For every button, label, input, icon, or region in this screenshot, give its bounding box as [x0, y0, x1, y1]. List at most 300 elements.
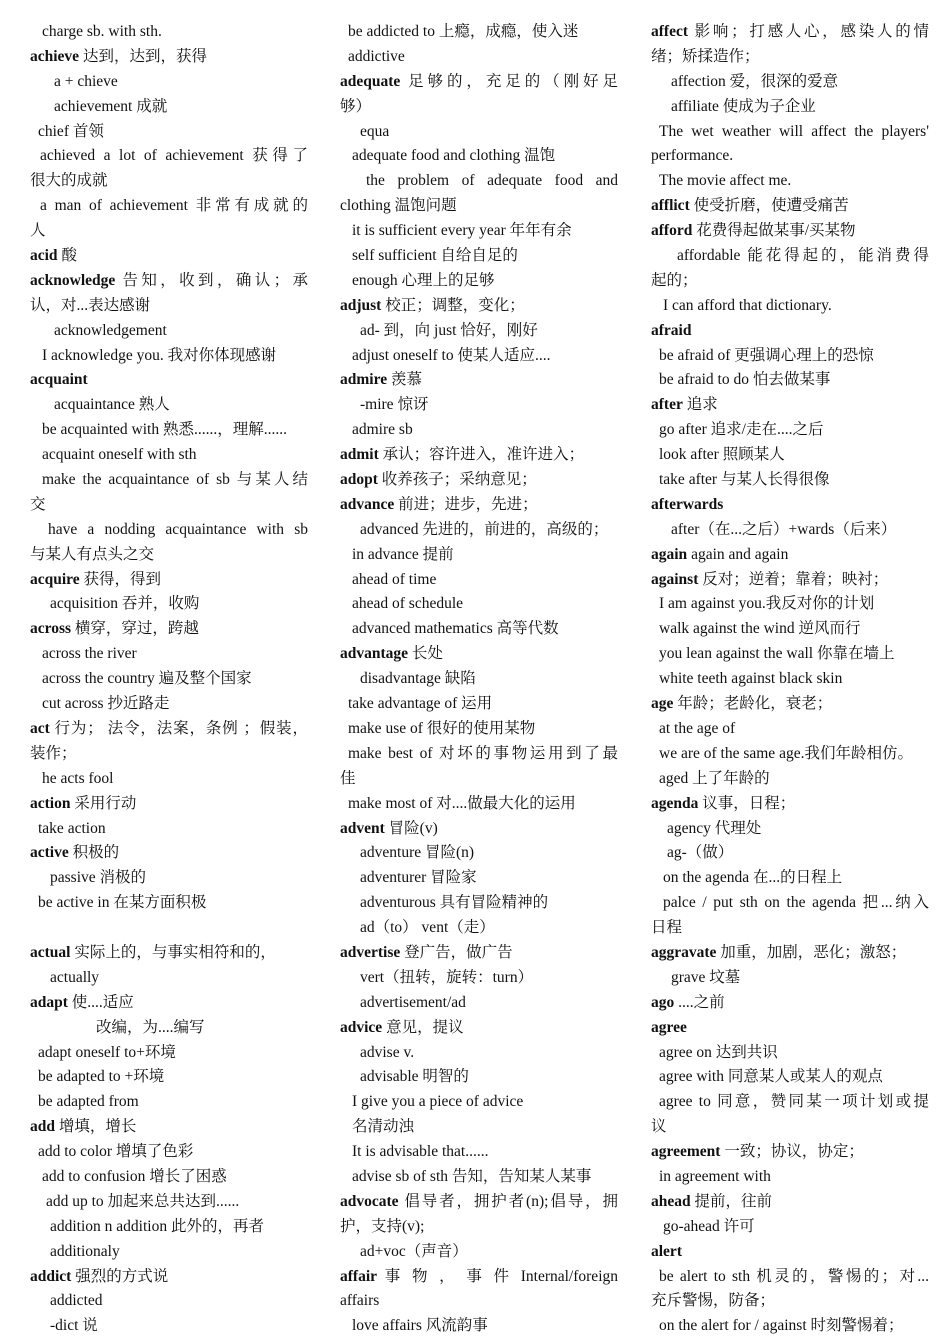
headword: after [651, 396, 683, 414]
entry-line [30, 1165, 308, 1190]
entry-line [340, 219, 618, 244]
entry-text: advise v. [360, 1043, 415, 1061]
entry-line [340, 1065, 618, 1090]
headword: agenda [651, 794, 699, 812]
headword: affair [340, 1267, 378, 1285]
entry-line [30, 344, 308, 369]
entry-text: be alert to sth 机灵的，警惕的；对... [659, 1267, 929, 1285]
entry-headword-line [651, 792, 929, 817]
entry-line [340, 269, 618, 294]
headword: advice [340, 1018, 383, 1036]
entry-text: acknowledgement [54, 321, 167, 339]
entry-line [340, 592, 618, 617]
entry-text: palce / put sth on the agenda 把...纳入 [663, 894, 929, 912]
entry-line [340, 169, 618, 194]
entry-line [340, 244, 618, 269]
headword: acquaint [30, 371, 88, 389]
entry-line [340, 144, 618, 169]
entry-text: ad- 到，向 just 恰好，刚好 [360, 321, 538, 339]
entry-text: ad（to） vent（走） [360, 919, 495, 937]
entry-line [340, 891, 618, 916]
entry-text: the problem of adequate food and [366, 172, 618, 190]
entry-text: you lean against the wall 你靠在墙上 [659, 645, 895, 663]
entry-line [340, 991, 618, 1016]
headword: active [30, 844, 69, 862]
entry-line [651, 120, 929, 145]
entry-text: agree with 同意某人或某人的观点 [659, 1068, 883, 1086]
entry-text: 够） [340, 97, 372, 115]
entry-line [651, 916, 929, 941]
entry-line [30, 95, 308, 120]
entry-line [651, 1115, 929, 1140]
entry-line [651, 169, 929, 194]
entry-text: 改编，为....编写 [96, 1018, 205, 1036]
entry-text: acquisition 吞并，收购 [50, 595, 200, 613]
entry-text: be adapted from [38, 1093, 139, 1111]
entry-line [30, 1140, 308, 1165]
headword: across [30, 620, 72, 638]
entry-text: 强烈的方式说 [71, 1267, 169, 1285]
entry-line [651, 767, 929, 792]
entry-line [340, 1240, 618, 1265]
entry-headword-line [651, 1190, 929, 1215]
entry-line [30, 667, 308, 692]
entry-text: make best of 对坏的事物运用到了最 [348, 744, 618, 762]
entry-text: self sufficient 自给自足的 [352, 247, 518, 265]
entry-line [340, 792, 618, 817]
entry-text: across the country 遍及整个国家 [42, 670, 252, 688]
entry-text: 前进；进步，先进； [394, 495, 538, 513]
entry-text: 充斥警惕，防备； [651, 1292, 776, 1310]
entry-text: be afraid of 更强调心理上的恐惊 [659, 346, 874, 364]
entry-text: 增填，增长 [55, 1118, 137, 1136]
entry-text: ahead of schedule [352, 595, 464, 613]
entry-text: ....之前 [674, 993, 725, 1011]
entry-text: 使受折磨，使遭受痛苦 [689, 197, 849, 215]
entry-headword-line [651, 1140, 929, 1165]
entry-line [30, 418, 308, 443]
entry-line [651, 1215, 929, 1240]
headword: advocate [340, 1192, 399, 1210]
entry-headword-line [340, 941, 618, 966]
headword: against [651, 570, 699, 588]
entry-text: advanced mathematics 高等代数 [352, 620, 559, 638]
entry-text: take after 与某人长得很像 [659, 471, 830, 489]
entry-line [340, 866, 618, 891]
entry-text: cut across 抄近路走 [42, 695, 170, 713]
headword: alert [651, 1242, 682, 1260]
entry-text: 行为； 法令，法案，条例 ；假装， [49, 719, 308, 737]
entry-line [340, 1165, 618, 1190]
entry-text: 交 [30, 495, 46, 513]
entry-headword-line [340, 1265, 618, 1290]
entry-line [30, 642, 308, 667]
entry-text: chief 首领 [38, 122, 104, 140]
entry-line [30, 319, 308, 344]
entry-text: clothing 温饱问题 [340, 197, 457, 215]
headword: adopt [340, 471, 378, 489]
entry-line [340, 45, 618, 70]
entry-line [651, 617, 929, 642]
entry-text: 羡慕 [387, 371, 422, 389]
entry-text: adventure 冒险(n) [360, 844, 475, 862]
entry-headword-line [651, 941, 929, 966]
entry-text: adjust oneself to 使某人适应.... [352, 346, 551, 364]
entry-line [30, 1041, 308, 1066]
entry-line [30, 592, 308, 617]
entry-text: a man of achievement 非常有成就的 [40, 197, 308, 215]
entry-text: acquaintance 熟人 [54, 396, 170, 414]
entry-headword-line [30, 1265, 308, 1290]
entry-text: vert（扭转，旋转：turn） [360, 968, 534, 986]
headword: acquire [30, 570, 80, 588]
entry-headword-line [30, 991, 308, 1016]
entry-text: 追求 [682, 396, 718, 414]
entry-line [651, 294, 929, 319]
entry-line [651, 269, 929, 294]
entry-text: 积极的 [68, 844, 120, 862]
entry-text: 冒险(v) [384, 819, 438, 837]
entry-text: love affairs 风流韵事 [352, 1317, 488, 1335]
entry-headword-line [651, 568, 929, 593]
entry-text: 登广告，做广告 [400, 943, 513, 961]
entry-line [651, 866, 929, 891]
entry-text: 护，支持(v); [340, 1217, 425, 1235]
entry-line [30, 891, 308, 916]
entry-line [651, 966, 929, 991]
headword: act [30, 719, 50, 737]
entry-text: add to color 增填了色彩 [38, 1143, 194, 1161]
entry-line [30, 443, 308, 468]
entry-text: 认，对...表达感谢 [30, 296, 151, 314]
headword: afflict [651, 197, 690, 215]
headword: adapt [30, 993, 68, 1011]
entry-text: have a nodding acquaintance with sb [48, 520, 308, 538]
entry-text: 提前，往前 [690, 1192, 773, 1210]
entry-text: performance. [651, 147, 734, 165]
entry-text: 影响；打感人心，感染人的情 [688, 23, 929, 40]
entry-text: 意见，提议 [382, 1018, 464, 1036]
headword: agree [651, 1018, 687, 1036]
entry-line [651, 1065, 929, 1090]
entry-text: after（在...之后）+wards（后来） [671, 520, 897, 538]
entry-line [340, 742, 618, 767]
headword: adjust [340, 296, 382, 314]
entry-headword-line [651, 493, 929, 518]
entry-line [651, 1314, 929, 1339]
entry-text: 一致；协议，协定； [720, 1143, 864, 1161]
entry-headword-line [340, 368, 618, 393]
entry-line [30, 219, 308, 244]
entry-text: ag-（做） [667, 844, 734, 862]
entry-text: advanced 先进的，前进的，高级的； [360, 520, 609, 538]
entry-line [651, 144, 929, 169]
entry-text: be addicted to 上瘾，成瘾，使入迷 [348, 23, 579, 40]
entry-text: charge sb. with sth. [42, 23, 162, 40]
entry-text: adventurous 具有冒险精神的 [360, 894, 549, 912]
entry-text: passive 消极的 [50, 869, 147, 887]
entry-text: 实际上的，与事实相符和的， [70, 943, 276, 961]
entry-headword-line [30, 717, 308, 742]
entry-line [30, 120, 308, 145]
entry-headword-line [340, 294, 618, 319]
entry-text: agency 代理处 [667, 819, 762, 837]
entry-text: be adapted to +环境 [38, 1068, 165, 1086]
entry-line [30, 1016, 308, 1041]
entry-line [30, 966, 308, 991]
entry-headword-line [30, 841, 308, 866]
entry-headword-line [30, 269, 308, 294]
entry-headword-line [340, 1016, 618, 1041]
entry-line [30, 1090, 308, 1115]
entry-text: additionaly [50, 1242, 120, 1260]
entry-text: 使....适应 [67, 993, 134, 1011]
entry-text: I am against you.我反对你的计划 [659, 595, 875, 613]
entry-line [340, 1041, 618, 1066]
headword: affect [651, 23, 688, 40]
headword: actual [30, 943, 71, 961]
entry-text: go-ahead 许可 [663, 1217, 755, 1235]
entry-line [340, 617, 618, 642]
entry-text: 收养孩子；采纳意见； [377, 471, 537, 489]
entry-line [340, 20, 618, 45]
entry-text: adequate food and clothing 温饱 [352, 147, 556, 165]
entry-text: 花费得起做某事/买某物 [692, 222, 856, 240]
entry-text: enough 心理上的足够 [352, 271, 495, 289]
headword: advent [340, 819, 385, 837]
entry-headword-line [651, 393, 929, 418]
entry-line [340, 319, 618, 344]
entry-text: 装作； [30, 744, 77, 762]
entry-line [651, 45, 929, 70]
entry-line [651, 468, 929, 493]
entry-text: 绪；矫揉造作； [651, 47, 760, 65]
entry-text: aged 上了年龄的 [659, 769, 770, 787]
entry-text: in advance 提前 [352, 545, 454, 563]
headword: ahead [651, 1192, 691, 1210]
entry-text: on the alert for / against 时刻警惕着； [659, 1317, 904, 1335]
entry-text: disadvantage 缺陷 [360, 670, 476, 688]
entry-text: admire sb [352, 421, 413, 439]
entry-line [651, 518, 929, 543]
entry-headword-line [30, 792, 308, 817]
entry-text: I acknowledge you. 我对你体现感谢 [42, 346, 277, 364]
entry-line [30, 20, 308, 45]
entry-line [30, 518, 308, 543]
entry-line [651, 742, 929, 767]
entry-line [30, 1314, 308, 1339]
entry-line [340, 194, 618, 219]
headword: age [651, 695, 674, 713]
entry-text: 长处 [408, 645, 443, 663]
entry-text: be acquainted with 熟悉......，理解...... [42, 421, 287, 439]
entry-headword-line [340, 493, 618, 518]
entry-headword-line [651, 991, 929, 1016]
entry-text: walk against the wind 逆风而行 [659, 620, 861, 638]
headword: advantage [340, 645, 409, 663]
entry-line [340, 692, 618, 717]
entry-text: adventurer 冒险家 [360, 869, 477, 887]
entry-text: grave 坟墓 [671, 968, 741, 986]
entry-headword-line [651, 194, 929, 219]
entry-line [340, 543, 618, 568]
entry-text: The wet weather will affect the players' [659, 122, 929, 140]
entry-text: 年龄；老龄化，衰老； [673, 695, 833, 713]
entry-line [30, 468, 308, 493]
entry-headword-line [651, 219, 929, 244]
entry-line [651, 642, 929, 667]
entry-line [651, 70, 929, 95]
entry-text: 议事，日程； [698, 794, 796, 812]
headword: add [30, 1118, 55, 1136]
entry-text: 告知，收到，确认；承 [115, 271, 308, 289]
entry-headword-line [651, 543, 929, 568]
entry-line [651, 443, 929, 468]
entry-headword-line [30, 368, 308, 393]
entry-line [30, 493, 308, 518]
entry-text: acquaint oneself with sth [42, 446, 197, 464]
entry-text: 达到，达到，获得 [79, 47, 207, 65]
entry-text: agree to 同意，赞同某一项计划或提 [659, 1093, 929, 1111]
entry-text: 很大的成就 [30, 172, 108, 190]
entry-line [30, 144, 308, 169]
entry-line [340, 1090, 618, 1115]
headword: afterwards [651, 495, 724, 513]
entry-text: add to confusion 增长了困惑 [42, 1167, 227, 1185]
entry-line [30, 866, 308, 891]
entry-line [651, 1165, 929, 1190]
entry-headword-line [30, 941, 308, 966]
column-1 [30, 20, 308, 1339]
headword: admire [340, 371, 388, 389]
entry-headword-line [340, 642, 618, 667]
entry-text: white teeth against black skin [659, 670, 843, 688]
entry-line [340, 1314, 618, 1339]
entry-text: It is advisable that...... [352, 1143, 489, 1161]
entry-line [340, 667, 618, 692]
entry-headword-line [651, 1240, 929, 1265]
entry-text: addictive [348, 47, 405, 65]
entry-line [340, 966, 618, 991]
entry-headword-line [340, 817, 618, 842]
entry-line [30, 817, 308, 842]
entry-text: 承认；容许进入，准许进入； [378, 446, 585, 464]
entry-line [651, 1265, 929, 1290]
entry-text: 日程 [651, 919, 683, 937]
entry-text: take action [38, 819, 106, 837]
entry-text: agree on 达到共识 [659, 1043, 778, 1061]
entry-headword-line [30, 45, 308, 70]
entry-line [340, 1289, 618, 1314]
entry-text: 获得，得到 [79, 570, 162, 588]
entry-line [30, 1065, 308, 1090]
entry-headword-line [651, 1016, 929, 1041]
entry-text: he acts fool [42, 769, 114, 787]
entry-text: 起的； [651, 271, 698, 289]
column-3 [651, 20, 929, 1339]
entry-text: affairs [340, 1292, 380, 1310]
entry-text: affection 爱，很深的爱意 [671, 72, 839, 90]
entry-line [340, 418, 618, 443]
entry-line [340, 916, 618, 941]
entry-line [30, 767, 308, 792]
entry-line [340, 568, 618, 593]
entry-headword-line [340, 70, 618, 95]
entry-line [651, 817, 929, 842]
entry-text: 反对；逆着；靠着；映衬； [698, 570, 889, 588]
entry-text: 事 物 ， 事 件 Internal/foreign [377, 1267, 618, 1285]
entry-text: -dict 说 [50, 1317, 98, 1335]
entry-line [30, 1240, 308, 1265]
entry-text: in agreement with [659, 1167, 771, 1185]
headword: action [30, 794, 71, 812]
entry-headword-line [651, 319, 929, 344]
headword: achieve [30, 47, 80, 65]
entry-text: be afraid to do 怕去做某事 [659, 371, 831, 389]
entry-text: 人 [30, 222, 46, 240]
entry-line [340, 344, 618, 369]
entry-line [651, 95, 929, 120]
entry-text: I can afford that dictionary. [663, 296, 832, 314]
entry-line [30, 1190, 308, 1215]
entry-headword-line [30, 244, 308, 269]
entry-text: advertisement/ad [360, 993, 466, 1011]
entry-line [30, 692, 308, 717]
entry-text: affiliate 使成为子企业 [671, 97, 816, 115]
entry-line [651, 368, 929, 393]
entry-line [340, 767, 618, 792]
entry-headword-line [651, 692, 929, 717]
entry-text: addicted [50, 1292, 103, 1310]
entry-line [651, 1289, 929, 1314]
entry-text: 倡导者，拥护者(n);倡导，拥 [398, 1192, 618, 1210]
entry-text: -mire 惊讶 [360, 396, 429, 414]
entry-text: 名清动浊 [352, 1118, 415, 1136]
headword: ago [651, 993, 675, 1011]
entry-text: be active in 在某方面积极 [38, 894, 207, 912]
entry-line [340, 1115, 618, 1140]
entry-line [340, 120, 618, 145]
entry-line [340, 393, 618, 418]
headword: adequate [340, 72, 401, 90]
entry-headword-line [340, 1190, 618, 1215]
entry-headword-line [30, 617, 308, 642]
entry-line [30, 169, 308, 194]
entry-line [651, 592, 929, 617]
entry-text: 采用行动 [70, 794, 137, 812]
entry-text: look after 照顾某人 [659, 446, 785, 464]
entry-line [30, 742, 308, 767]
headword: acid [30, 247, 58, 265]
entry-text: at the age of [659, 719, 736, 737]
entry-headword-line [30, 1115, 308, 1140]
headword: again [651, 545, 688, 563]
entry-line [651, 244, 929, 269]
entry-line [340, 1215, 618, 1240]
entry-text: actually [50, 968, 100, 986]
entry-text: make most of 对....做最大化的运用 [348, 794, 576, 812]
headword: admit [340, 446, 379, 464]
entry-text: ad+voc（声音） [360, 1242, 468, 1260]
entry-text: 与某人有点头之交 [30, 545, 155, 563]
headword: afford [651, 222, 693, 240]
entry-text: The movie affect me. [659, 172, 792, 190]
entry-line [651, 717, 929, 742]
entry-headword-line [340, 468, 618, 493]
entry-text: make use of 很好的使用某物 [348, 719, 536, 737]
entry-line [30, 916, 308, 941]
entry-text: addition n addition 此外的，再者 [50, 1217, 264, 1235]
